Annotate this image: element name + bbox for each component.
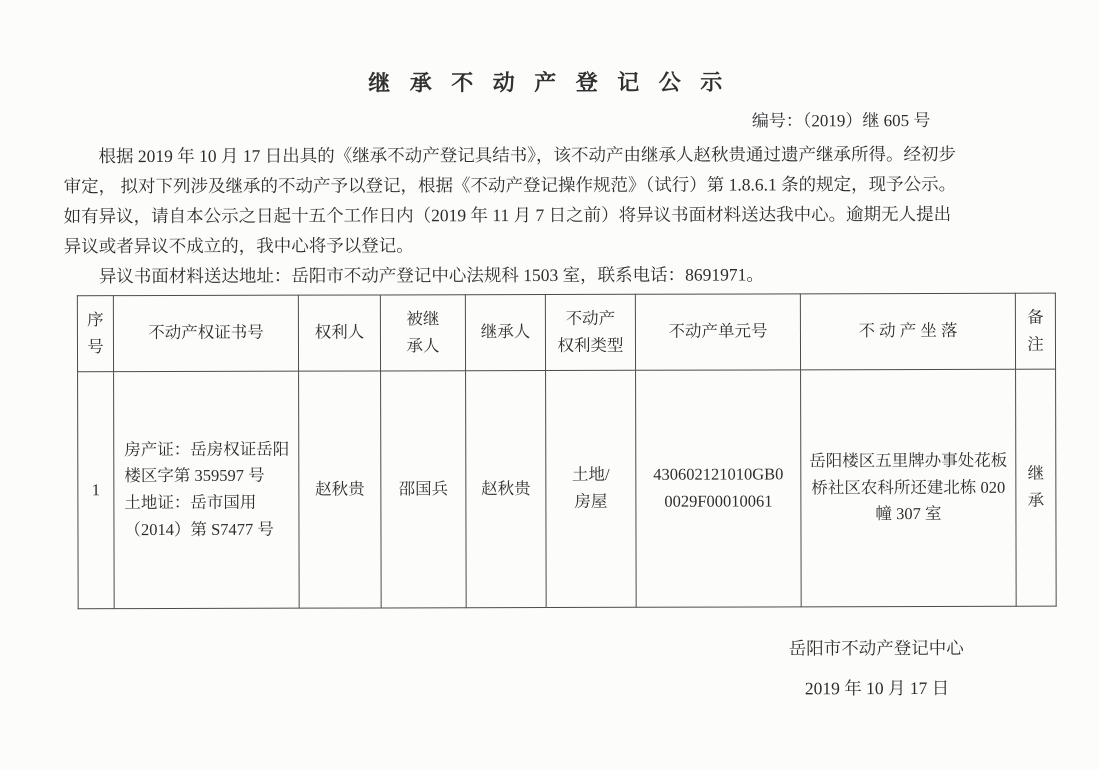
header-unit-no: 不动产单元号 (635, 294, 800, 370)
header-heir: 继承人 (465, 295, 545, 371)
cell-cert-no: 房产证：岳房权证岳阳楼区字第 359597 号 土地证：岳市国用（2014）第 S7477 号 (114, 371, 300, 608)
header-decedent: 被继 承人 (380, 295, 465, 371)
cell-unit-no: 430602121010GB0 0029F00010061 (636, 370, 802, 607)
cell-right-type: 土地/ 房屋 (546, 370, 637, 607)
header-cert-no: 不动产权证书号 (113, 295, 298, 371)
issue-date: 2019 年 10 月 17 日 (804, 677, 950, 699)
table-row (78, 369, 1057, 609)
table-header-row (77, 293, 1055, 372)
announcement-body (63, 139, 1043, 292)
registration-table (77, 293, 1057, 610)
header-right-holder: 权利人 (298, 295, 380, 371)
issuing-organization: 岳阳市不动产登记中心 (788, 637, 964, 659)
cell-decedent: 邵国兵 (381, 371, 467, 608)
address-line: 异议书面材料送达地址：岳阳市不动产登记中心法规科 1503 室，联系电话：8691971。 (98, 264, 764, 287)
body-line-2: 审定， 拟对下列涉及继承的不动产予以登记，根据《不动产登记操作规范》（试行）第 1.8.6.1 条的规定，现予公示。 (63, 173, 957, 197)
body-line-3: 如有异议，请自本公示之日起十五个工作日内（2019 年 11 月 7 日之前）将异议书面材料送达我中心。逾期无人提出 (63, 203, 952, 227)
header-seq: 序 号 (77, 296, 113, 372)
header-location: 不 动 产 坐 落 (800, 293, 1015, 370)
document-title: 继 承 不 动 产 登 记 公 示 (368, 69, 730, 96)
header-remark: 备 注 (1015, 293, 1055, 369)
cell-seq: 1 (78, 372, 115, 609)
cell-right-holder: 赵秋贵 (299, 371, 382, 608)
header-right-type: 不动产 权利类型 (545, 294, 635, 370)
cell-location: 岳阳楼区五里牌办事处花板桥社区农科所还建北栋 020 幢 307 室 (801, 369, 1017, 607)
document-number: 编号：（2019）继 605 号 (751, 111, 931, 131)
body-line-1: 根据 2019 年 10 月 17 日出具的《继承不动产登记具结书》，该不动产由继承人赵秋贵通过遗产继承所得。经初步 (98, 143, 957, 167)
cell-heir: 赵秋贵 (466, 371, 547, 608)
body-line-4: 异议或者异议不成立的，我中心将予以登记。 (63, 235, 414, 257)
cell-remark: 继 承 (1016, 369, 1057, 606)
